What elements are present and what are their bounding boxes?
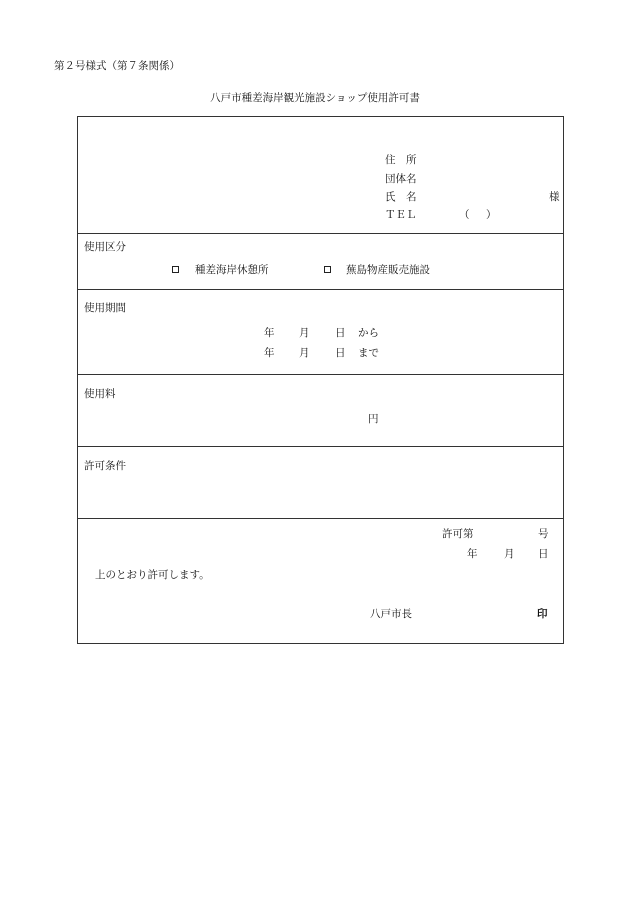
honorific-sama: 様 (549, 191, 560, 203)
row-divider (78, 446, 563, 447)
option-tanesashi-rest-area: 種差海岸休憩所 (195, 264, 269, 276)
usage-fee-label: 使用料 (84, 388, 116, 400)
row-divider (78, 374, 563, 375)
option-kabushima-shop: 蕪島物産販売施設 (346, 264, 430, 276)
period-from: から (358, 327, 379, 339)
address-label: 住 所 (385, 154, 417, 166)
row-divider (78, 289, 563, 290)
form-number: 第２号様式（第７条関係） (54, 60, 180, 72)
group-name-label: 団体名 (385, 173, 417, 185)
permit-day: 日 (538, 548, 549, 560)
tel-close-paren: ） (486, 209, 497, 221)
tel-label: ＴＥＬ (385, 209, 417, 221)
period-end-year: 年 (264, 347, 275, 359)
checkbox-tanesashi-rest-area[interactable] (172, 266, 179, 273)
period-end-day: 日 (335, 347, 346, 359)
tel-open-paren: （ (459, 209, 470, 221)
seal-mark: 印 (537, 608, 548, 620)
period-end-month: 月 (299, 347, 310, 359)
row-divider (78, 518, 563, 519)
period-start-month: 月 (299, 327, 310, 339)
permit-number-suffix: 号 (538, 528, 549, 540)
permit-month: 月 (504, 548, 515, 560)
permit-statement: 上のとおり許可します。 (95, 569, 210, 581)
permit-year: 年 (467, 548, 478, 560)
period-start-day: 日 (335, 327, 346, 339)
permit-number-prefix: 許可第 (442, 528, 474, 540)
permit-form-table (77, 116, 564, 644)
name-label: 氏 名 (385, 191, 417, 203)
issuer-mayor: 八戸市長 (370, 608, 412, 620)
row-divider (78, 233, 563, 234)
period-start-year: 年 (264, 327, 275, 339)
checkbox-kabushima-shop[interactable] (324, 266, 331, 273)
usage-period-label: 使用期間 (84, 302, 126, 314)
period-to: まで (358, 347, 379, 359)
conditions-label: 許可条件 (84, 460, 126, 472)
document-title: 八戸市種差海岸観光施設ショップ使用許可書 (210, 92, 420, 104)
usage-type-label: 使用区分 (84, 241, 126, 253)
yen-unit: 円 (368, 413, 379, 425)
